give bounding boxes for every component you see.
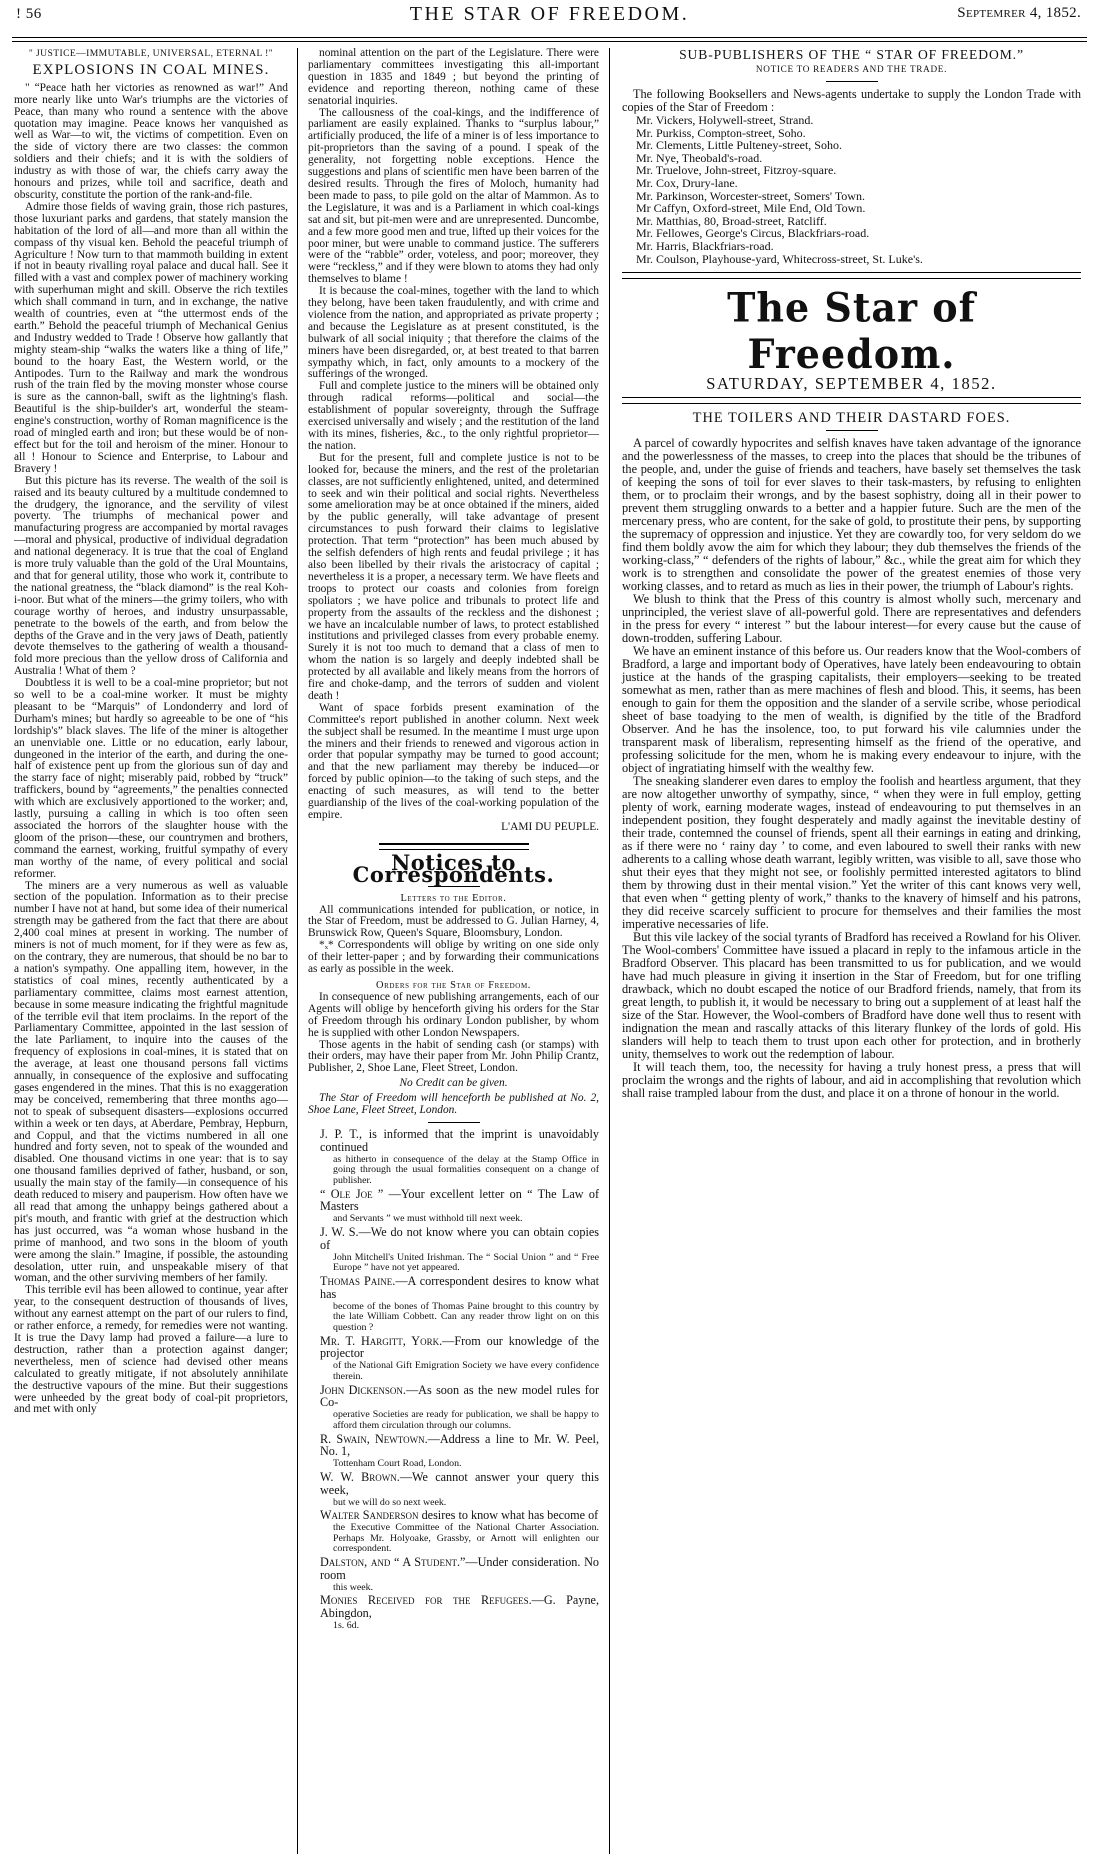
correspondent-entry: [308, 1224, 600, 1274]
paragraph: The sneaking slanderer even dares to employ the foolish and heartless argument, that they are now altogether unworthy of sympathy, since, “ when they were in full employ, getting plenty of work, earning moderate wages, instead of endeavouring to put themselves in an independent position, they fought desperately and madly against the inevitable destiny of their trade, contemned the counsel of friends, spent all their earnings in eating and drinking, as if there were no ‘ rainy day ’ to come, and even laboured to swell their ranks with new adherents to a calling whose death warrant, legibly written, was visible to all, save those who shut their eyes that they might not see, or foolishly permitted interested agitators to blind them by throwing dust in their mental vision.” Yet the writer of this cant knows very well, that even when “ getting plenty of work,” thanks to the knavery of himself and his patrons, they did receive scarcely sufficient to procure for themselves and their families the most imperative necessaries of life.: [622, 774, 1081, 932]
motto: " JUSTICE—IMMUTABLE, UNIVERSAL, ETERNAL !": [28, 48, 274, 59]
correspondent-name: Thomas Paine.: [320, 1273, 396, 1288]
list-item: Mr. Nye, Theobald's-road.: [636, 150, 763, 165]
correspondent-lead: —G. Payne, Abingdon,: [320, 1593, 599, 1621]
correspondent-name: J. W. S.: [320, 1224, 359, 1239]
list-item: Mr. Clements, Little Pulteney-street, Soho.: [636, 138, 842, 153]
subpublishers-subheading: NOTICE TO READERS AND THE TRADE.: [755, 64, 948, 74]
correspondent-lead: —A correspondent desires to know what has: [320, 1273, 599, 1301]
running-head: [0, 0, 1099, 34]
correspondent-name: Dalston, and “ A Student.”: [320, 1555, 466, 1570]
correspondent-cont: Tottenham Court Road, London.: [333, 1458, 462, 1470]
correspondent-lead: —As soon as the new model rules for Co-: [320, 1382, 600, 1410]
correspondent-entry: [308, 1595, 599, 1631]
letters-to-editor-heading: Letters to the Editor.: [400, 892, 507, 904]
paragraph: nominal attention on the part of the Legislature. There were parliamentary committees investigating this all-important question in 1835 and 1849 ; but beyond the printing of evidence and reporting thereon, nothing came of these senatorial inquiries.: [308, 48, 599, 107]
list-item: Mr. Matthias, 80, Broad-street, Ratcliff.: [636, 213, 827, 228]
henceforth-note: The Star of Freedom will henceforth be published at No. 2, Shoe Lane, Fleet Street, London.: [308, 1092, 599, 1117]
correspondent-cont: as hitherto in consequence of the delay at the Stamp Office in going through the usual formalities consequent on a change of publisher.: [333, 1153, 599, 1186]
paragraph: All communications intended for publication, or notice, in the Star of Freedom, must be addressed to G. Julian Harney, 4, Brunswick Row, Queen's Square, Bloomsbury, London.: [308, 903, 599, 940]
subpublishers-list: [622, 114, 1081, 265]
correspondent-entry: [308, 1557, 599, 1593]
leader-headline: THE TOILERS AND THEIR DASTARD FOES.: [692, 410, 1011, 427]
paragraph: Want of space forbids present examination of the Committee's report published in another column. Next week the subject shall be resumed. In the meantime I must urge upon the miners and their friends to renewed and vigorous action in order that popular sympathy may be turned to good account; and that the new parliament may thereby be induced—or forced by public opinion—to the taking of such steps, and the enacting of such measures, as will tend to the better guardianship of the lives of the coal-working population of the empire.: [308, 701, 599, 821]
short-rule: [428, 1122, 480, 1123]
correspondent-entry: [308, 1510, 599, 1555]
correspondent-lead: is informed that the imprint is unavoidably continued: [320, 1126, 599, 1154]
paragraph: The callousness of the coal-kings, and the indifference of parliament are easily explained. Thanks to “surplus labour,” artificially produced, the life of a miner is of less importance to pit-proprietors than the saving of a pound. I speak of the generality, not forgetting noble exceptions. Hence the suggestions and plans of scientific men have been barren of the desired results. Through the fires of Moloch, humanity had been made to pass, to pile gold on the altar of Mammon. As to the Legislature, it was and is a Parliament in which coal-kings sat and sit, but pit-men were and are unrepresented. Duncombe, and a few more good men and true, lifted up their voices for the poor miner, but were unable to command justice. The sufferers were of the “rabble” order, voteless, and poor; moreover, they were “reckless,” and if they were blown to atoms they had only themselves to blame !: [308, 106, 599, 286]
column-two: [297, 48, 609, 1854]
correspondent-cont: but we will do so next week.: [333, 1496, 447, 1508]
article-headline: EXPLOSIONS IN COAL MINES.: [32, 61, 270, 78]
paragraph: It will teach them, too, the necessity for having a truly honest press, a press that will proclaim the wrongs and the rights of labour, and aid in accomplishing that revolution which shall raise trampled labour from the dust, and place it on a throne of honour in the world.: [622, 1060, 1081, 1101]
paragraph: But this picture has its reverse. The wealth of the soil is raised and its beauty cultured by a multitude condemned to the drudgery, the ignorance, and the servility of vilest poverty. The triumphs of mechanical power and manufacturing progress are accompanied by mortal ravages—moral and physical, productive of individual degradation and national degeneracy. It is true that the coal of England is more truly valuable than the gold of the Ural Mountains, and that for general utility, those who work it, contribute to the national greatness, the “black diamond” is the real Koh-i-noor. But what of the miners—the grimy toilers, who with courage worthy of heroes, and industry unsurpassable, penetrate to the bowels of the earth, and from below the depths of the Grave and in the very jaws of Death, patiently devote themselves to the gathering of wealth a thousand-fold more precious than the yellow dross of California and Australia ! What of them ?: [14, 474, 288, 678]
list-item: Mr. Purkiss, Compton-street, Soho.: [636, 125, 806, 140]
masthead-date: SATURDAY, SEPTEMBER 4, 1852.: [706, 374, 997, 394]
issue-date: Septemrer 4, 1852.: [957, 5, 1081, 21]
correspondent-name: J. P. T.,: [320, 1126, 363, 1141]
column-one: [14, 48, 297, 1854]
correspondent-name: John Dickenson.: [320, 1382, 406, 1397]
correspondent-name: “ Ole Joe ”: [320, 1186, 384, 1201]
paragraph: A parcel of cowardly hypocrites and selfish knaves have taken advantage of the ignorance and the powerlessness of the masses, to creep into the places that should be the tribunes of the people, and, under the guise of friends and teachers, have basely set themselves the task of keeping the sons of toil for ever slaves to their task-masters, by refusing to enlighten them, or to proclaim their wrongs, and by the basest sophistry, doing all in their power to prevent them struggling onwards to a better and a happier future. Such are the men of the mercenary press, who are content, for the sake of gold, to prostitute their pens, by supporting the supremacy of oppression and injustice. Yet they are cowardly too, for very seldom do we find them boldly avow the aim for which they labour; they dub themselves the friends of the working-class,” “ defenders of the rights of labour,” &c., while the great aim for which they work is to strengthen and consolidate the power of the greatest enemies of those very working classes, and to retard as much as lies in their power, the triumph of Labour's rights.: [622, 436, 1081, 594]
correspondent-lead: —From our knowledge of the projector: [320, 1333, 599, 1361]
list-item: Mr. Vickers, Holywell-street, Strand.: [636, 113, 814, 127]
subpublishers-heading: SUB-PUBLISHERS OF THE “ STAR OF FREEDOM.”: [679, 48, 1024, 62]
paper-title: THE STAR OF FREEDOM.: [409, 3, 690, 25]
correspondent-lead: —Under consideration. No room: [320, 1555, 599, 1582]
list-item: Mr. Harris, Blackfriars-road.: [636, 238, 774, 253]
list-item: Mr. Cox, Drury-lane.: [636, 175, 738, 190]
correspondent-name: W. W. Brown.: [320, 1469, 400, 1484]
correspondent-lead: —We do not know where you can obtain copies of: [320, 1224, 600, 1252]
paragraph: We have an eminent instance of this before us. Our readers know that the Wool-combers of Bradford, a large and important body of Operatives, have lately been endeavouring to obtain justice at the hands of the grasping capitalists, their employers—seeking to be treated somewhat as men, rather than as mere machines of flesh and blood. This, it seems, has been enough to gain for them the opposition and the slander of a servile scribe, whose periodical sheet of base toadying to the men of wealth, is dignified by the title of the Bradford Observer. And he has the insolence, too, to put forward his vile calumnies under the transparent mask of liberalism, representing himself as the friend of the operative, and professing solicitude for the men, whom he is making every endeavour to injure, with the object of ingratiating himself with the wealthy few.: [622, 644, 1081, 776]
correspondent-cont: this week.: [333, 1581, 374, 1593]
short-rule: [826, 81, 878, 82]
correspondent-entry: [308, 1126, 599, 1187]
list-item: Mr. Truelove, John-street, Fitzroy-square.: [636, 163, 837, 178]
correspondent-entry: [308, 1469, 599, 1508]
correspondents-list: [308, 1126, 600, 1632]
correspondent-entry: [308, 1382, 600, 1432]
correspondent-lead: desires to know what has become of: [418, 1508, 599, 1523]
paragraph: This terrible evil has been allowed to continue, year after year, to the consequent destruction of thousands of lives, without any earnest attempt on the part of our rulers to find, or rather enforce, a remedy, for remedies were not wanting. It is true the Davy lamp had proved a failure—a lure to destruction, rather than a protection against danger; nevertheless, men of science had devised other means calculated to greatly mitigate, if not absolutely annihilate the destructive vapours of the mine. But their suggestions were unheeded by the great body of coal-pit proprietors, and met with only: [14, 1284, 288, 1416]
list-item: Mr Caffyn, Oxford-street, Mile End, Old Town.: [636, 201, 866, 216]
masthead-top-rule: [622, 272, 1081, 279]
masthead-title: The Star of Freedom.: [727, 283, 976, 378]
correspondent-lead: —Address a line to Mr. W. Peel, No. 1,: [320, 1431, 599, 1459]
notices-heading: Notices to Correspondents.: [352, 849, 555, 887]
list-item: Mr. Fellowes, George's Circus, Blackfriars-road.: [636, 226, 870, 241]
paragraph: It is because the coal-mines, together with the land to which they belong, have been taken fraudulently, and with crime and violence from the nation, and appropriated as private property ; and because the Legislature as at present constituted, is the bulwark of all social iniquity ; that therefore the claims of the miners have been disregarded, or, at best treated to that barren sympathy which, in fact, only amounts to a mockery of the sufferings of the wronged.: [308, 285, 599, 381]
list-item: Mr. Coulson, Playhouse-yard, Whitecross-street, St. Luke's.: [636, 251, 923, 266]
correspondent-name: Monies Received for the Refugees.: [320, 1593, 532, 1608]
list-item: Mr. Parkinson, Worcester-street, Somers' Town.: [636, 188, 865, 203]
correspondent-entry: [308, 1273, 599, 1334]
correspondent-entry: [308, 1333, 599, 1383]
paragraph: Full and complete justice to the miners will be obtained only through radical reforms—political and social—the establishment of popular sovereignty, through the Suffrage exercised universally and wisely ; and the restitution of the land with its mines, fisheries, &c., to the only rightful proprietor—the nation.: [308, 380, 600, 452]
correspondent-name: Walter Sanderson: [320, 1508, 419, 1523]
article-signature: L'AMI DU PEUPLE.: [501, 820, 599, 833]
correspondent-cont: operative Societies are ready for publication, we shall be happy to afford them circulation through our columns.: [333, 1409, 599, 1431]
correspondent-lead: —We cannot answer your query this week,: [320, 1469, 599, 1497]
correspondent-entry: [308, 1186, 599, 1225]
correspondent-cont: the Executive Committee of the National Charter Association. Perhaps Mr. Holyoake, Grassby, or Arnott will enlighten our correspondent.: [333, 1522, 599, 1555]
correspondent-name: R. Swain, Newtown.: [320, 1431, 428, 1446]
paragraph: Admire those fields of waving grain, those rich pastures, those luxuriant parks and gardens, that stately mansion the habitation of the lord of all—and more than all within the compass of thy visual ken. Behold the peaceful triumph of Agriculture ! Now turn to that mammoth building in extent if not in beauty rivalling royal palace and ducal hall. See it filled with a vast and complex power of machinery working with superhuman might and skill. Observe the rich textiles which shall command in turn, and in exchange, the native wealth of countries, even at “the uttermost ends of the earth.” Behold the peaceful triumph of Mechanical Genius and Industry wedded to Trade ! Observe how gallantly that mighty steam-ship “walks the waters like a thing of life,” bound to the hoary East, the Western world, or the Antipodes. Turn to the Railway and mark the wondrous rush of the train fled by the moving monster whose course is sure as the cannon-ball, swift as the lightning's flash. Beautiful is the ship-builder's art, wonderful the steam-engine's construction, worthy of Roman magnificence is the road of mingled earth and iron; but these would be of non-effect but for the toil and heroism of the miner. Honour to all ! Honour to Science and Enterprise, to Labour and Bravery !: [14, 200, 288, 475]
masthead-bottom-rule: [622, 397, 1081, 404]
paragraph: Those agents in the habit of sending cash (or stamps) with their orders, may have their paper from Mr. John Philip Crantz, Publisher, 2, Shoe Lane, Fleet Street, London.: [308, 1038, 599, 1075]
paragraph: The following Booksellers and News-agents undertake to supply the London Trade with copies of the Star of Freedom :: [622, 87, 1081, 114]
no-credit-note: No Credit can be given.: [399, 1077, 508, 1090]
orders-heading: Orders for the Star of Freedom.: [376, 979, 531, 991]
paragraph: " “Peace hath her victories as renowned as war!” And more nearly like unto War's triumphs are the victories of Peace, than many who round a sentence with the above quotation may imagine. Peace knows her vanquished as well as War—to wit, the victims of competition. Even on the side of victory there are two classes: the common soldiers and their chiefs; and it is with the soldiers of industry as with those of war, the chiefs carry away the honours and prizes, while toil and sacrifice, death and obscurity, constitute the portion of the rank-and-file.: [14, 81, 288, 201]
correspondent-cont: and Servants ” we must withhold till next week.: [333, 1213, 523, 1225]
page-number: ! 56: [16, 6, 42, 22]
correspondent-lead: —Your excellent letter on “ The Law of Masters: [320, 1186, 599, 1214]
paragraph: Doubtless it is well to be a coal-mine proprietor; but not so well to be a coal-mine worker. It must be mighty pleasant to be “Marquis” of Londonderry and lord of Durham's mines; but hardly so agreeable to be one of “his lordship's” black slaves. The life of the miner is altogether an unenviable one. Little or no education, early labour, dungeoned in the interior of the earth, and during the one-half of existence pent up from the glorious sun of day and the starry face of night; miserably paid, robbed by “truck” traffickers, bound by “agreements,” the penalties connected with which are exclusively apportioned to the worker; and, lastly, pursuing a calling in which is too often seen associated the horrors of the slaughter house with the gloom of the prison—these, our countrymen and brothers, command the earnest, working, fruitful sympathy of every man worthy of the name, of every political and social reformer.: [14, 677, 288, 880]
column-three: [609, 48, 1081, 1854]
correspondent-cont: become of the bones of Thomas Paine brought to this country by the late William Cobbett. Can any reader throw light on on this question ?: [333, 1300, 599, 1333]
correspondent-entry: [308, 1431, 599, 1470]
correspondent-cont: John Mitchell's United Irishman. The “ Social Union ” and “ Free Europe ” have not yet appeared.: [333, 1251, 599, 1274]
correspondent-name: Mr. T. Hargitt, York.: [320, 1333, 443, 1348]
paragraph: *ₓ* Correspondents will oblige by writing on one side only of their letter-paper ; and by forwarding their communications as early as possible in the week.: [308, 939, 599, 976]
correspondent-cont: of the National Gift Emigration Society we have every confidence therein.: [333, 1360, 599, 1382]
paragraph: The miners are a very numerous as well as valuable section of the population. Information as to their precise number I have not at hand, but some idea of their numerical strength may be gathered from the fact that there are about 2,400 coal mines at present in working. The number of miners is not of much moment, for if they were as few as, on the contrary, they are numerous, that should be no bar to a nation's sympathy. One appalling item, however, in the statistics of coal mines, recently authenticated by a parliamentary committee, claims most earnest attention, because in some measure indicating the frightful magnitude of the terrible evil that item proclaims. In the report of the Parliamentary Committee, appointed in the last session of the late Parliament, to inquire into the causes of the frequency of explosions in coal-mines, it is stated that on the average, at least one thousand persons fall victims annually, in consequence of the explosive and suffocating gases engendered in the mines. That this is no exaggeration may be conceived, remembering that three months ago—not to speak of subsequent disasters—explosions occurred within a week or ten days, at Aberdare, Pembray, Hepburn, and Coppul, and that the victims numbered in all one hundred and forty seven, not to speak of the wounded and disabled. One thousand victims in one year: that is to say one thousand families deprived of father, husband, or son, usually the main stay of the family—in consequence of his death reduced to misery and pauperism. How often have we all read that among the unhappy beings gathered about a pit's mouth, and frantic with grief at the destruction which has just occurred, was “a woman whose husband in the prime of manhood, and two sons in the bloom of youth were among the slain.” Imagine, if possible, the astounding desolation, utter ruin, and unspeakable misery of that woman, and the other surviving members of her family.: [14, 879, 288, 1285]
paragraph: In consequence of new publishing arrangements, each of our Agents will oblige by henceforth giving his orders for the Star of Freedom through his ordinary London publisher, by whom he is supplied with other London Newspapers.: [308, 990, 599, 1039]
correspondent-cont: 1s. 6d.: [333, 1620, 360, 1632]
section-divider-rule: [379, 843, 529, 850]
short-rule: [826, 430, 878, 431]
paragraph: But for the present, full and complete justice is not to be looked for, because the miners, and the rest of the proletarian classes, are not sufficiently enlightened, united, and determined to seek and win their political and social rights. Nevertheless some amelioration may be at once obtained if the miners, aided by the public generally, will take advantage of present circumstances to push forward their claims to legislative protection. That term “protection” has been much abused by the selfish defenders of high rents and feudal privilege ; it has also been libelled by their rivals the aristocracy of capital ; nevertheless it is a proper, a necessary term. We have fleets and troops to protect our coasts and colonies from foreign spoliators ; we have police and tribunals to protect life and property from the assaults of the reckless and the dishonest ; we have an incalculable number of laws, to protect established institutions and privileged classes from every probable enemy. Surely it is not too much to demand that a class of men to whom the nation is so largely and deeply indebted shall be protected by all available and likely means from the horrors of fire and choke-damp, and the terrors of sudden and violent death !: [308, 451, 599, 702]
column-container: [0, 42, 1099, 1854]
paragraph: We blush to think that the Press of this country is almost wholly such, mercenary and unprincipled, the veriest slave of all-powerful gold. There are representatives and defenders in the press for every “ interest ” but the labour interest—for every cause but the cause of down-trodden, suffering Labour.: [622, 592, 1081, 646]
paragraph: But this vile lackey of the social tyrants of Bradford has received a Rowland for his Oliver. The Wool-combers' Committee have issued a placard in reply to the infamous article in the Bradford Observer. This placard has been transmitted to us for publication, and we would have had much pleasure in giving it insertion in the Star of Freedom, but for one trifling drawback, which no doubt escaped the notice of our Bradford friends, namely, that from its great length, to publish it, it would be necessary to bring out a supplement of at least half the size of the Star. However, the Wool-combers of Bradford have done well thus to resent with indignation the mean and rascally attacks of this literary flunkey of the lords of gold. His slanders will help to teach them to trust upon each other for protection, and in brotherly unity, themselves to work out the redemption of labour.: [622, 930, 1081, 1062]
